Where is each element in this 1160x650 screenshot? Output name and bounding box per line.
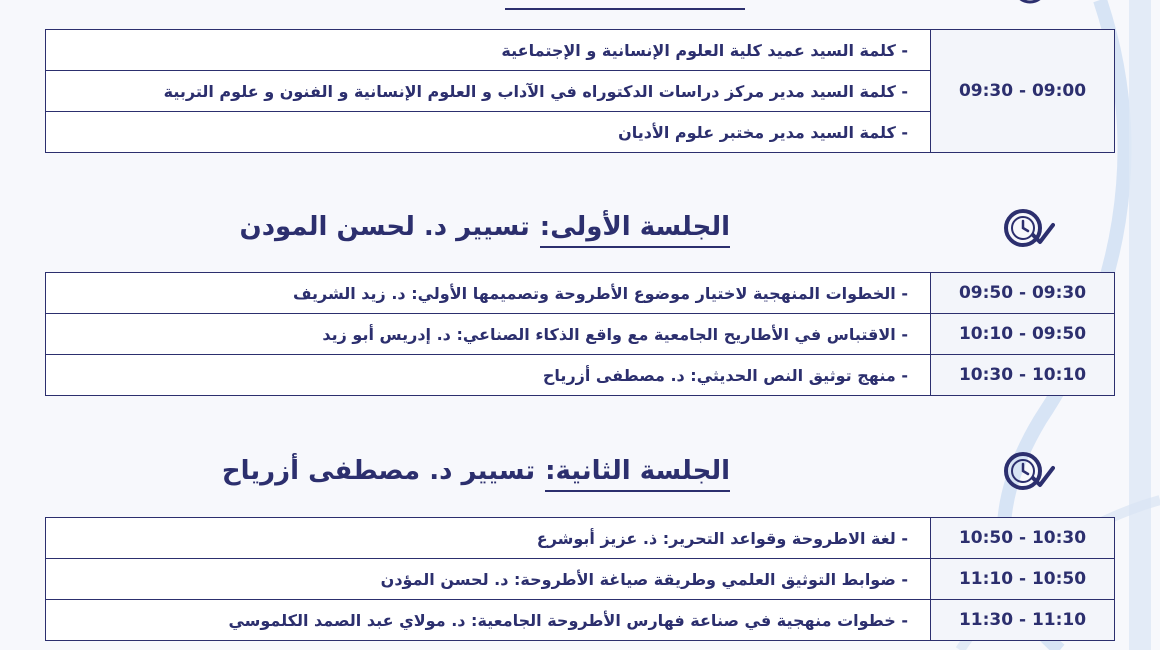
session1-time: 09:50 - 09:30 (931, 273, 1115, 314)
session2-item: - خطوات منهجية في صناعة فهارس الأطروحة الجامعية: د. مولاي عبد الصمد الكلموسي (46, 600, 931, 641)
session1-time: 10:30 - 10:10 (931, 355, 1115, 396)
clock-check-icon (1010, 0, 1050, 6)
table-row (46, 30, 1115, 71)
top-header-underline (505, 0, 745, 10)
table-row (46, 600, 1115, 641)
session2-label: الجلسة الثانية: (545, 456, 730, 492)
opening-item: - كلمة السيد مدير مركز دراسات الدكتوراه في الآداب و العلوم الإنسانية و الفنون و علوم التربية (46, 71, 931, 112)
session1-chair: تسيير د. لحسن المودن (239, 212, 530, 242)
session2-chair: تسيير د. مصطفى أزرياح (221, 456, 536, 486)
session1-heading (240, 212, 731, 248)
opening-item: - كلمة السيد عميد كلية العلوم الإنسانية و الإجتماعية (46, 30, 931, 71)
session2-time: 11:10 - 10:50 (931, 559, 1115, 600)
table-row (46, 314, 1115, 355)
table-row (46, 518, 1115, 559)
table-row (46, 273, 1115, 314)
table-row (46, 559, 1115, 600)
session1-label: الجلسة الأولى: (540, 212, 730, 248)
clock-check-icon (1003, 450, 1055, 492)
opening-item: - كلمة السيد مدير مختبر علوم الأديان (46, 112, 931, 153)
session2-heading (222, 456, 730, 492)
session2-table (45, 517, 1115, 641)
session1-table (45, 272, 1115, 396)
session2-item: - لغة الاطروحة وقواعد التحرير: ذ. عزيز أبوشرع (46, 518, 931, 559)
session1-item: - الخطوات المنهجية لاختيار موضوع الأطروحة وتصميمها الأولي: د. زيد الشريف (46, 273, 931, 314)
session2-time: 11:30 - 11:10 (931, 600, 1115, 641)
session1-time: 10:10 - 09:50 (931, 314, 1115, 355)
session1-item: - منهج توثيق النص الحديثي: د. مصطفى أزرياح (46, 355, 931, 396)
session2-item: - ضوابط التوثيق العلمي وطريقة صياغة الأطروحة: د. لحسن المؤدن (46, 559, 931, 600)
session2-time: 10:50 - 10:30 (931, 518, 1115, 559)
session1-item: - الاقتباس في الأطاريح الجامعية مع واقع الذكاء الصناعي: د. إدريس أبو زيد (46, 314, 931, 355)
opening-time: 09:30 - 09:00 (931, 30, 1115, 153)
table-row (46, 355, 1115, 396)
clock-check-icon (1003, 207, 1055, 249)
opening-table (45, 29, 1115, 153)
